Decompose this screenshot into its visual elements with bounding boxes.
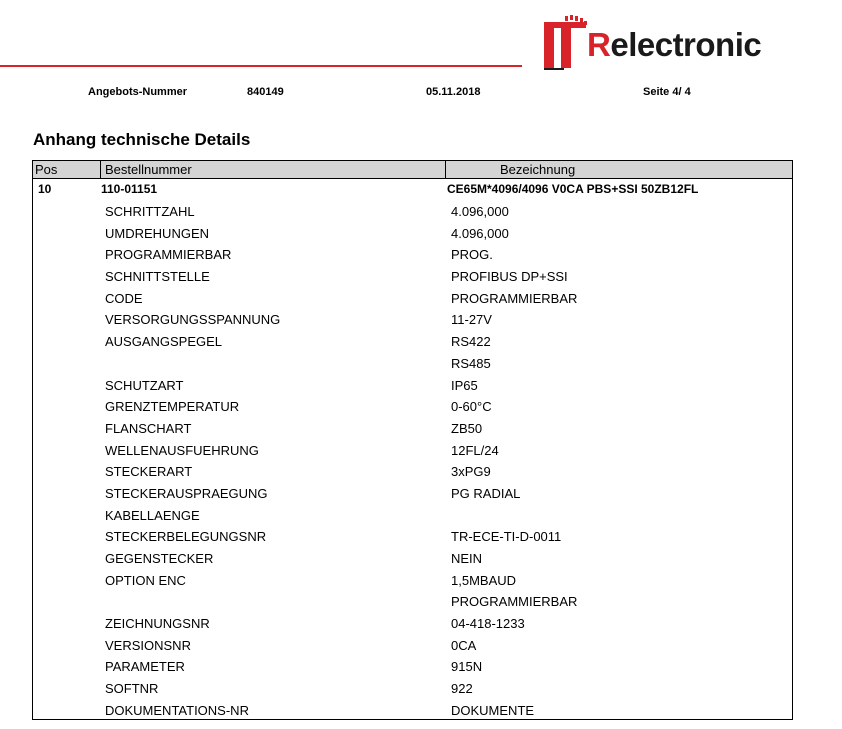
property-value: 0-60°C: [451, 399, 492, 415]
property-key: SCHNITTSTELLE: [105, 269, 210, 285]
logo-wordmark: [587, 28, 761, 61]
property-key: SOFTNR: [105, 681, 159, 697]
property-value: 04-418-1233: [451, 616, 525, 632]
page-title: Anhang technische Details: [33, 130, 251, 149]
column-header-pos: Pos: [35, 162, 58, 177]
property-value: 922: [451, 681, 473, 697]
property-value: 1,5MBAUD: [451, 572, 517, 588]
item-row: [33, 181, 792, 197]
property-row: [33, 591, 792, 613]
property-key: STECKERART: [105, 464, 193, 480]
logo-wordmark-rest: electronic: [610, 26, 762, 63]
property-key: VERSORGUNGSSPANNUNG: [105, 312, 281, 328]
property-list: [33, 201, 792, 722]
property-row: [33, 440, 792, 462]
property-key: CODE: [105, 290, 143, 306]
header-red-rule: [0, 65, 522, 67]
item-pos: 10: [38, 182, 52, 196]
technical-details-table: [32, 160, 793, 720]
property-key: KABELLAENGE: [105, 507, 200, 523]
property-value: TR-ECE-TI-D-0011: [451, 529, 562, 545]
item-designation: CE65M*4096/4096 V0CA PBS+SSI 50ZB12FL: [447, 182, 699, 196]
property-row: [33, 223, 792, 245]
item-order-number: 110-01151: [101, 182, 158, 196]
item-row-divider: [792, 180, 793, 200]
property-row: [33, 266, 792, 288]
property-row: [33, 201, 792, 223]
property-value: PROGRAMMIERBAR: [451, 290, 578, 306]
property-row: [33, 570, 792, 592]
property-row: [33, 548, 792, 570]
property-value: 3xPG9: [451, 464, 491, 480]
property-value: DOKUMENTE: [451, 702, 535, 718]
header-divider: [100, 161, 101, 179]
page-indicator: Seite 4/ 4: [643, 86, 691, 98]
property-key: GRENZTEMPERATUR: [105, 399, 240, 415]
property-key: UMDREHUNGEN: [105, 225, 209, 241]
property-value: ZB50: [451, 420, 483, 436]
property-value: 915N: [451, 659, 483, 675]
property-row: [33, 700, 792, 722]
property-key: PARAMETER: [105, 659, 185, 675]
property-key: GEGENSTECKER: [105, 551, 214, 566]
column-header-order-number: Bestellnummer: [105, 162, 192, 177]
property-key: DOKUMENTATIONS-NR: [105, 702, 249, 718]
offer-date: 05.11.2018: [426, 86, 481, 98]
property-row: [33, 418, 792, 440]
column-header-designation: Bezeichnung: [500, 162, 576, 177]
property-row: [33, 678, 792, 700]
property-key: STECKERBELEGUNGSNR: [105, 529, 267, 545]
property-value: RS422: [451, 334, 491, 350]
property-key: OPTION ENC: [105, 572, 186, 588]
property-key: ZEICHNUNGSNR: [105, 616, 210, 632]
property-row: [33, 396, 792, 418]
table-header: [33, 161, 792, 179]
property-key: PROGRAMMIERBAR: [105, 247, 232, 263]
property-value: PROGRAMMIERBAR: [451, 594, 578, 610]
property-row: [33, 613, 792, 635]
property-value: RS485: [451, 355, 491, 371]
property-value: 4.096,000: [451, 225, 509, 241]
property-key: WELLENAUSFUEHRUNG: [105, 442, 259, 458]
property-key: AUSGANGSPEGEL: [105, 334, 223, 350]
property-value: PROFIBUS DP+SSI: [451, 269, 568, 285]
property-row: [33, 635, 792, 657]
property-value: 0CA: [451, 637, 477, 653]
property-row: [33, 375, 792, 397]
property-row: [33, 331, 792, 353]
property-row: [33, 461, 792, 483]
property-row: [33, 353, 792, 375]
property-row: [33, 288, 792, 310]
property-row: [33, 656, 792, 678]
offer-number-label: Angebots-Nummer: [88, 86, 188, 98]
property-value: NEIN: [451, 551, 483, 566]
header-divider: [445, 161, 446, 179]
property-row: [33, 244, 792, 266]
property-key: STECKERAUSPRAEGUNG: [105, 485, 268, 501]
property-value: 4.096,000: [451, 204, 509, 219]
logo-r-letter: R: [587, 26, 611, 63]
property-key: FLANSCHART: [105, 420, 192, 436]
offer-number: 840149: [247, 86, 284, 98]
property-key: SCHRITTZAHL: [105, 204, 195, 219]
property-row: [33, 309, 792, 331]
property-value: 11-27V: [451, 312, 492, 328]
property-key: SCHUTZART: [105, 377, 184, 393]
property-row: [33, 483, 792, 505]
property-row: [33, 526, 792, 548]
property-value: 12FL/24: [451, 442, 499, 458]
property-value: PROG.: [451, 247, 493, 263]
property-row: [33, 505, 792, 527]
property-key: VERSIONSNR: [105, 637, 191, 653]
property-value: IP65: [451, 377, 478, 393]
property-value: PG RADIAL: [451, 485, 521, 501]
